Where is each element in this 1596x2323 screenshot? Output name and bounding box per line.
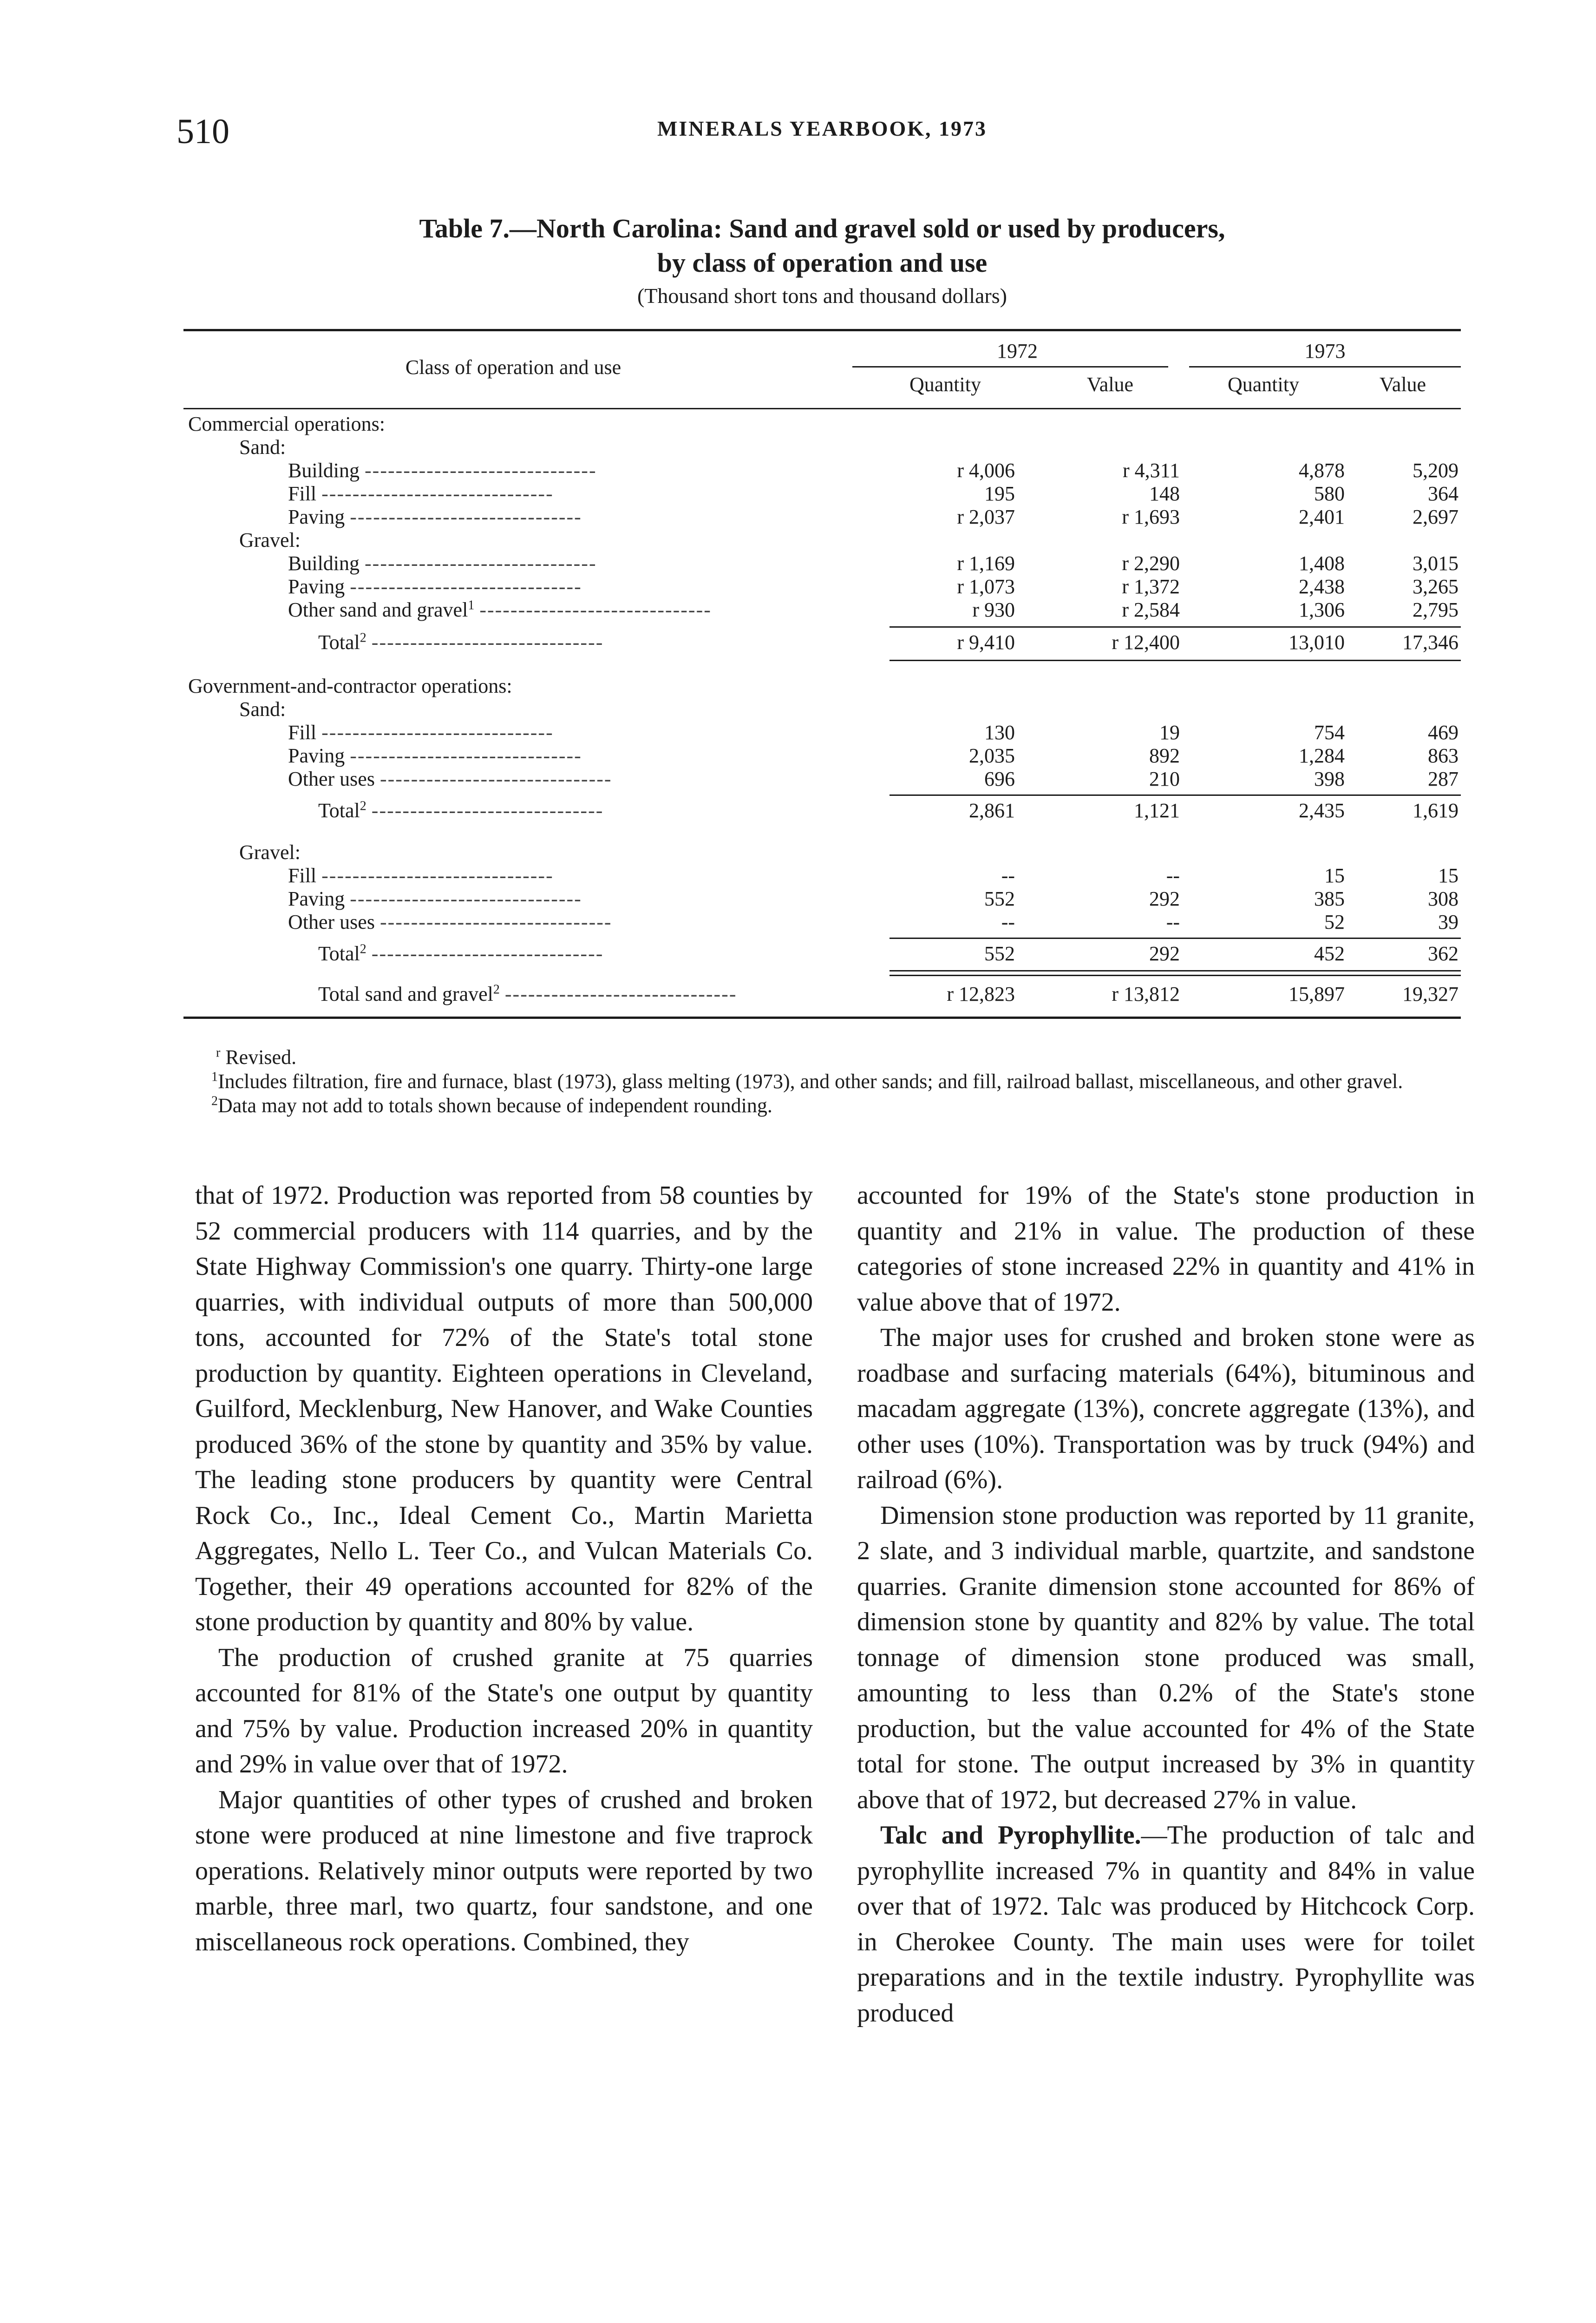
paragraph: Talc and Pyrophyllite.—The production of talc and pyrophyllite increased 7% in quantity and 84% in value over that of 1972. Talc was produced by Hitchcock Corp. in Cherokee County. The main uses were for toilet preparations and in the textile industry. Pyrophyllite was produced <box>857 1821 1475 2028</box>
cell-value-1973: 17,346 <box>1402 631 1459 654</box>
footnote-ref: 1 <box>468 598 475 613</box>
row-label: Paving ------------------------------ <box>288 505 582 528</box>
footnote-ref: 2 <box>493 982 500 997</box>
footnote-ref: 2 <box>360 630 366 645</box>
cell-quantity-1972: r 1,073 <box>957 575 1015 598</box>
table-row <box>183 630 1461 655</box>
table-footnotes <box>188 1045 1456 1118</box>
footnote-revised: $^r$ Revised. <box>216 1045 297 1069</box>
cell-value-1972: -- <box>1166 864 1180 887</box>
cell-value-1973: 3,265 <box>1413 575 1459 598</box>
cell-value-1972: 892 <box>1149 744 1180 767</box>
cell-value-1972: r 1,372 <box>1122 575 1180 598</box>
table-top-rule <box>183 329 1461 331</box>
cell-quantity-1972: 2,861 <box>969 799 1015 822</box>
row-label: Other uses ------------------------------ <box>288 768 612 790</box>
cell-quantity-1972: r 1,169 <box>957 552 1015 575</box>
row-label: Paving ------------------------------ <box>288 575 582 598</box>
cell-quantity-1973: 2,438 <box>1299 575 1345 598</box>
cell-quantity-1973: 452 <box>1314 942 1345 965</box>
cell-value-1973: 1,619 <box>1413 799 1459 822</box>
body-column-right <box>857 1178 1475 2031</box>
cell-value-1972: r 1,693 <box>1122 505 1180 528</box>
row-label: Fill ------------------------------ <box>288 864 554 887</box>
cell-quantity-1972: 696 <box>984 768 1015 790</box>
table-row <box>183 941 1461 966</box>
footnote-ref: 2 <box>360 799 366 814</box>
cell-quantity-1972: r 9,410 <box>957 631 1015 654</box>
row-label: Government-and-contractor operations: <box>188 675 512 697</box>
cell-value-1973: 863 <box>1428 744 1459 767</box>
sum-rule <box>890 626 1461 628</box>
cell-value-1972: r 2,584 <box>1122 598 1180 621</box>
col-header-value-1972: Value <box>1086 373 1134 396</box>
table-title-line-2: by class of operation and use <box>657 248 988 278</box>
row-label: Total sand and gravel$^2$ ------------------------------ <box>318 982 737 1005</box>
cell-quantity-1973: 1,408 <box>1299 552 1345 575</box>
paragraph: accounted for 19% of the State's stone production in quantity and 21% in value. The production of these categories of stone increased 22% in quantity and 41% in value above that of 1972. <box>857 1181 1475 1317</box>
journal-title: MINERALS YEARBOOK, 1973 <box>657 117 988 140</box>
table-row <box>183 505 1461 530</box>
row-label: Sand: <box>239 698 286 721</box>
sum-rule <box>890 970 1461 971</box>
cell-value-1972: r 4,311 <box>1122 459 1180 482</box>
row-label: Sand: <box>239 436 286 459</box>
table-row <box>183 435 1461 460</box>
stub-header: Class of operation and use <box>405 356 621 379</box>
row-label: Building ------------------------------ <box>288 459 597 482</box>
table-row <box>183 798 1461 823</box>
table-row <box>183 412 1461 437</box>
cell-quantity-1972: r 12,823 <box>947 983 1015 1005</box>
paragraph: The production of crushed granite at 75 quarries accounted for 81% of the State's one output by quantity and 75% by value. Production increased 20% in quantity and 29% in value over that of 1972. <box>195 1643 813 1778</box>
paragraph: The major uses for crushed and broken stone were as roadbase and surfacing materials (64%), bituminous and macadam aggregate (13%), concrete aggregate (13%), and other uses (10%). Transportation was by truck (94%) and railroad (6%). <box>857 1323 1475 1494</box>
cell-quantity-1972: r 4,006 <box>957 459 1015 482</box>
cell-value-1973: 39 <box>1438 911 1459 933</box>
col-header-value-1973: Value <box>1379 373 1426 396</box>
year-1973-rule <box>1189 366 1461 367</box>
row-label: Fill ------------------------------ <box>288 721 554 744</box>
cell-value-1972: -- <box>1166 911 1180 933</box>
cell-quantity-1973: 4,878 <box>1299 459 1345 482</box>
paragraph: that of 1972. Production was reported from 58 counties by 52 commercial producers with 114 quarries, and by the State Highway Commission's one quarry. Thirty-one large quarries, with individual outputs of more than 500,000 tons, accounted for 72% of the State's total stone production by quantity. Eighteen operations in Cleveland, Guilford, Mecklenburg, New Hanover, and Wake Counties produced 36% of the stone by quantity and 35% by value. The leading stone producers by quantity were Central Rock Co., Inc., Ideal Cement Co., Martin Marietta Aggregates, Nello L. Teer Co., and Vulcan Materials Co. Together, their 49 operations accounted for 82% of the stone production by quantity and 80% by value. <box>195 1181 813 1636</box>
table-row <box>183 743 1461 768</box>
cell-value-1973: 308 <box>1428 887 1459 910</box>
sum-rule <box>890 794 1461 796</box>
footnote-2: $^2$Data may not add to totals shown because of independent rounding. <box>211 1094 772 1117</box>
header-bottom-rule <box>183 408 1461 409</box>
cell-value-1973: 5,209 <box>1413 459 1459 482</box>
cell-quantity-1972: r 930 <box>972 598 1015 621</box>
table-row <box>183 481 1461 506</box>
row-label: Building ------------------------------ <box>288 552 597 575</box>
year-1972-rule <box>852 366 1168 367</box>
sum-rule <box>890 975 1461 976</box>
row-label: Commercial operations: <box>188 413 385 435</box>
table-row <box>183 910 1461 935</box>
row-label: Other uses ------------------------------ <box>288 911 612 933</box>
table-subtitle: (Thousand short tons and thousand dollars) <box>637 284 1007 308</box>
cell-quantity-1972: -- <box>1001 864 1015 887</box>
cell-quantity-1972: 2,035 <box>969 744 1015 767</box>
col-header-quantity-1972: Quantity <box>909 373 981 396</box>
footnote-1: $^1$Includes filtration, fire and furnace, blast (1973), glass melting (1973), and other sands; and fill, railroad ballast, miscellaneous, and other gravel. <box>211 1070 1403 1093</box>
body-column-left <box>195 1178 813 1960</box>
table-row <box>183 840 1461 865</box>
table-title-line-1: Table 7.—North Carolina: Sand and gravel sold or used by producers, <box>419 213 1225 243</box>
cell-quantity-1973: 1,284 <box>1299 744 1345 767</box>
table-row <box>183 674 1461 699</box>
col-header-quantity-1973: Quantity <box>1228 373 1299 396</box>
cell-quantity-1973: 398 <box>1314 768 1345 790</box>
cell-value-1972: r 2,290 <box>1122 552 1180 575</box>
cell-value-1973: 362 <box>1428 942 1459 965</box>
footnote-ref: 2 <box>360 942 366 957</box>
row-label: Total$^2$ ------------------------------ <box>318 942 604 965</box>
paragraph: Dimension stone production was reported by 11 granite, 2 slate, and 3 individual marble, quartzite, and sandstone quarries. Granite dimension stone accounted for 86% of dimension stone by quantity and 82% by value. The total tonnage of dimension stone produced was small, amounting to less than 0.2% of the State's stone production, but the value accounted for 4% of the State total for stone. The output increased by 3% in quantity above that of 1972, but decreased 27% in value. <box>857 1501 1475 1814</box>
cell-quantity-1973: 52 <box>1324 911 1345 933</box>
cell-quantity-1972: -- <box>1001 911 1015 933</box>
paragraph: Major quantities of other types of crushed and broken stone were produced at nine limestone and five traprock operations. Relatively minor outputs were reported by two marble, three marl, two quartz, four sandstone, and one miscellaneous rock operations. Combined, they <box>195 1785 813 1956</box>
table-row <box>183 597 1461 623</box>
cell-value-1973: 364 <box>1428 482 1459 505</box>
row-label: Gravel: <box>239 841 301 864</box>
table-row <box>183 982 1461 1007</box>
cell-quantity-1972: 552 <box>984 887 1015 910</box>
cell-value-1972: 19 <box>1159 721 1180 744</box>
cell-value-1972: r 13,812 <box>1112 983 1180 1005</box>
cell-quantity-1973: 1,306 <box>1299 598 1345 621</box>
table-row <box>183 551 1461 576</box>
cell-value-1973: 3,015 <box>1413 552 1459 575</box>
row-label: Gravel: <box>239 529 301 551</box>
row-label: Total$^2$ ------------------------------ <box>318 630 604 654</box>
cell-value-1973: 2,697 <box>1413 505 1459 528</box>
cell-value-1972: 1,121 <box>1134 799 1180 822</box>
cell-quantity-1972: 130 <box>984 721 1015 744</box>
table-title <box>177 211 1468 280</box>
table-row <box>183 767 1461 792</box>
cell-value-1972: r 12,400 <box>1112 631 1180 654</box>
cell-value-1973: 2,795 <box>1413 598 1459 621</box>
row-label: Paving ------------------------------ <box>288 887 582 910</box>
table-row <box>183 720 1461 745</box>
cell-value-1972: 292 <box>1149 942 1180 965</box>
table-row <box>183 697 1461 722</box>
row-label: Fill ------------------------------ <box>288 482 554 505</box>
cell-quantity-1973: 2,435 <box>1299 799 1345 822</box>
row-label: Paving ------------------------------ <box>288 744 582 767</box>
cell-quantity-1972: 195 <box>984 482 1015 505</box>
cell-quantity-1973: 2,401 <box>1299 505 1345 528</box>
cell-quantity-1973: 385 <box>1314 887 1345 910</box>
cell-value-1972: 148 <box>1149 482 1180 505</box>
section-heading: Talc and Pyrophyllite. <box>880 1821 1141 1850</box>
table-row <box>183 574 1461 599</box>
cell-value-1973: 287 <box>1428 768 1459 790</box>
cell-quantity-1973: 754 <box>1314 721 1345 744</box>
cell-quantity-1973: 580 <box>1314 482 1345 505</box>
sum-rule <box>890 938 1461 939</box>
page-number: 510 <box>177 112 229 151</box>
cell-quantity-1973: 15,897 <box>1289 983 1345 1005</box>
cell-value-1973: 469 <box>1428 721 1459 744</box>
running-header <box>177 112 1468 153</box>
cell-quantity-1973: 15 <box>1324 864 1345 887</box>
row-label: Other sand and gravel$^1$ ------------------------------ <box>288 598 712 621</box>
cell-quantity-1972: r 2,037 <box>957 505 1015 528</box>
table-row <box>183 886 1461 912</box>
sum-rule <box>890 660 1461 661</box>
cell-value-1973: 19,327 <box>1402 983 1459 1005</box>
row-label: Total$^2$ ------------------------------ <box>318 799 604 822</box>
year-header-1972: 1972 <box>997 340 1038 362</box>
cell-quantity-1973: 13,010 <box>1289 631 1345 654</box>
year-header-1973: 1973 <box>1304 340 1346 362</box>
cell-value-1972: 292 <box>1149 887 1180 910</box>
table-row <box>183 528 1461 553</box>
table-row <box>183 863 1461 888</box>
cell-quantity-1972: 552 <box>984 942 1015 965</box>
cell-value-1972: 210 <box>1149 768 1180 790</box>
table-bottom-rule <box>183 1017 1461 1019</box>
table-row <box>183 458 1461 483</box>
cell-value-1973: 15 <box>1438 864 1459 887</box>
